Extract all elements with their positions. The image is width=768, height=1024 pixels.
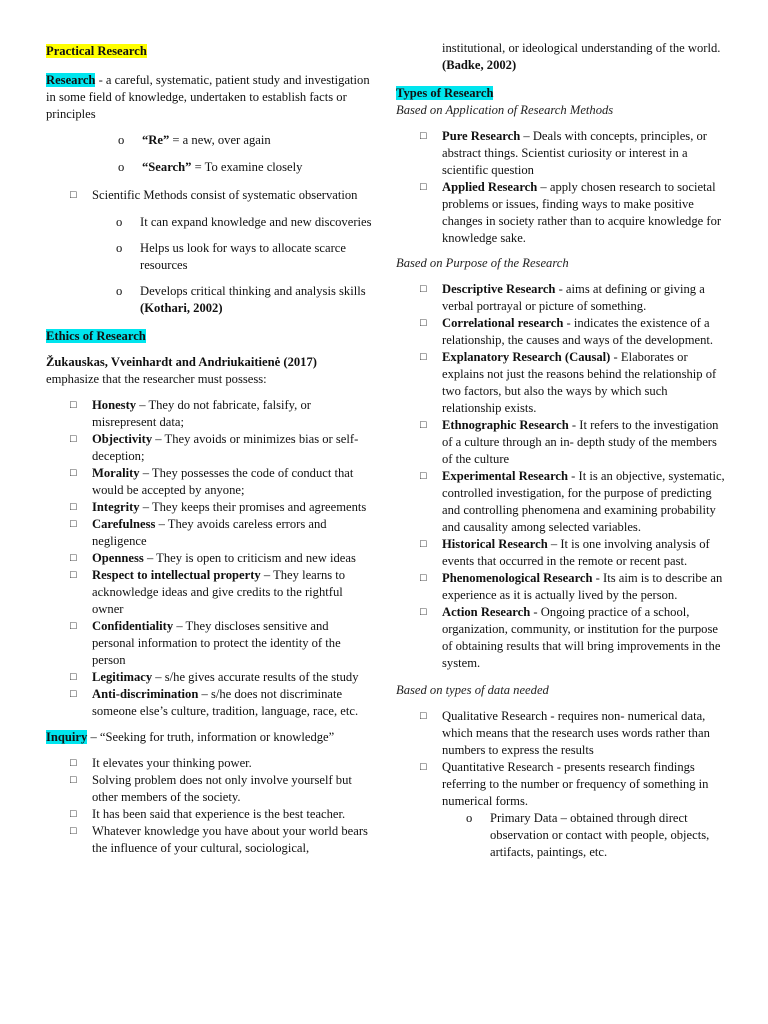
list-item: □ Historical Research – It is one involving analysis of events that occurred in the remote or recent past. [420,536,726,570]
list-item: □ Descriptive Research - aims at defining or giving a verbal portrayal or picture of something. [420,281,726,315]
purpose-list [420,281,726,672]
ethics-list [70,397,372,720]
inquiry-term: Inquiry [46,730,88,744]
ethics-heading: Ethics of Research [46,329,146,343]
ethics-intro: emphasize that the researcher must possess: [46,372,267,386]
scientific-methods-list [70,187,372,204]
research-term: Research [46,73,96,87]
list-item: □ Quantitative Research - presents research findings referring to the number or frequency of something in numerical forms. [420,759,726,810]
list-item: □ Solving problem does not only involve yourself but other members of the society. [70,772,372,806]
list-item: □ Action Research - Ongoing practice of a school, organization, community, or institution for the purpose of obtaining results that will bring improvements in the system. [420,604,726,672]
list-item: □ Scientific Methods consist of systematic observation [70,187,372,204]
list-item: □ Legitimacy – s/he gives accurate results of the study [70,669,372,686]
list-item: o Helps us look for ways to allocate scarce resources [116,240,372,274]
ethics-authors: Žukauskas, Vveinhardt and Andriukaitienė (2017) [46,355,317,369]
right-column [396,40,726,861]
list-item: □ Anti-discrimination – s/he does not discriminate someone else’s culture, tradition, language, race, etc. [70,686,372,720]
list-item: □ Applied Research – apply chosen research to societal problems or issues, finding ways to make positive changes in society rather than to acquire knowledge for knowledge sake. [420,179,726,247]
types-heading: Types of Research [396,86,494,100]
inquiry-definition: Inquiry – “Seeking for truth, information or knowledge” [46,730,335,744]
list-item: □ Openness – They is open to criticism and new ideas [70,550,372,567]
page-title: Practical Research [46,44,147,58]
list-item: □ Integrity – They keeps their promises and agreements [70,499,372,516]
application-list [420,128,726,247]
list-item: □ Carefulness – They avoids careless errors and negligence [70,516,372,550]
list-item: o “Search” = To examine closely [118,159,372,176]
list-item: □ Respect to intellectual property – They learns to acknowledge ideas and give credits to the rightful owner [70,567,372,618]
data-types-list [420,708,726,810]
list-item: o It can expand knowledge and new discoveries [116,214,372,231]
list-item: □ It elevates your thinking power. [70,755,372,772]
list-item: □ Qualitative Research - requires non- numerical data, which means that the research uses words rather than numbers to express the results [420,708,726,759]
list-item: □ It has been said that experience is the best teacher. [70,806,372,823]
list-item: □ Objectivity – They avoids or minimizes bias or self-deception; [70,431,372,465]
list-item: o Primary Data – obtained through direct observation or contact with people, objects, artifacts, paintings, etc. [466,810,726,861]
list-item: □ Whatever knowledge you have about your world bears the influence of your cultural, sociological, [70,823,372,857]
list-item: o Develops critical thinking and analysis skills (Kothari, 2002) [116,283,372,317]
purpose-subheading: Based on Purpose of the Research [396,256,569,270]
list-item: □ Phenomenological Research - Its aim is to describe an experience as it is actually lived by the person. [420,570,726,604]
inquiry-list [70,755,372,857]
research-etymology-list [118,132,372,176]
list-item: □ Honesty – They do not fabricate, falsify, or misrepresent data; [70,397,372,431]
list-item: □ Pure Research – Deals with concepts, principles, or abstract things. Scientist curiosity or interest in a scientific question [420,128,726,179]
data-subheading: Based on types of data needed [396,683,549,697]
list-item: □ Explanatory Research (Causal) - Elaborates or explains not just the reasons behind the relationship of two factors, but also the ways by which such relationship exists. [420,349,726,417]
list-item: □ Experimental Research - It is an objective, systematic, controlled investigation, for the purpose of predicting and controlling phenomena and examining probability and causality among selected variables. [420,468,726,536]
scientific-methods-points [116,214,372,317]
application-subheading: Based on Application of Research Methods [396,103,614,117]
list-item: □ Confidentiality – They discloses sensitive and personal information to protect the identity of the person [70,618,372,669]
list-item: □ Morality – They possesses the code of conduct that would be accepted by anyone; [70,465,372,499]
continuation-text: institutional, or ideological understanding of the world. (Badke, 2002) [442,41,721,72]
list-item: □ Ethnographic Research - It refers to the investigation of a culture through an in- depth study of the members of the culture [420,417,726,468]
data-subitems-list [466,810,726,861]
list-item: o “Re” = a new, over again [118,132,372,149]
research-definition: Research - a careful, systematic, patient study and investigation in some field of knowledge, undertaken to establish facts or principles [46,73,370,121]
list-item: □ Correlational research - indicates the existence of a relationship, the causes and ways of the development. [420,315,726,349]
left-column [46,40,372,857]
